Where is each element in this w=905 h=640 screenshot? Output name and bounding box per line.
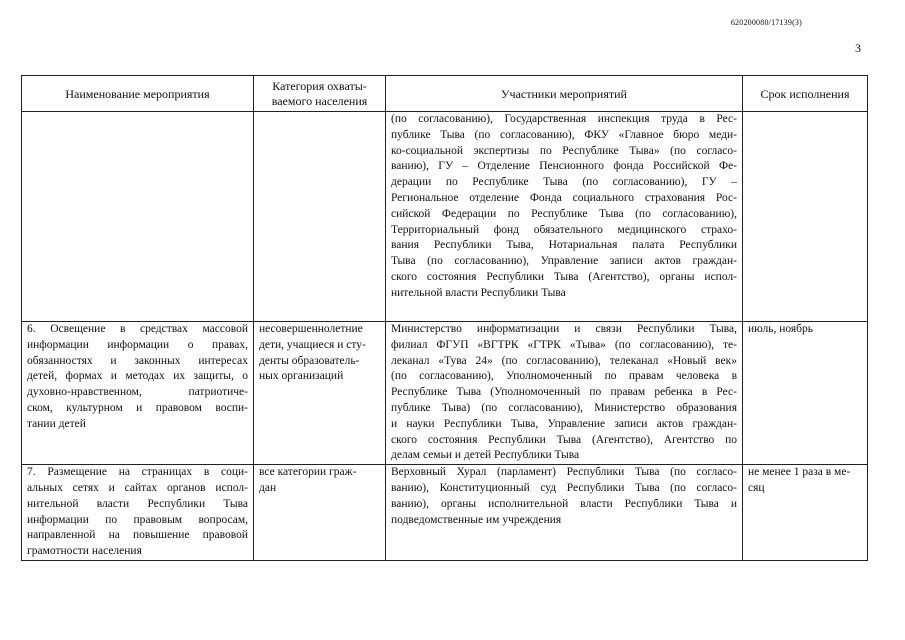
- text-line: (по согласованию), Уполномоченный по правам человека в: [391, 370, 737, 383]
- text-line: (по согласованию), Государственная инспекция труда в Рес-: [391, 113, 737, 125]
- text-line: нительной власти Республики Тыва: [27, 497, 248, 510]
- text-line: Республике Тыва (Уполномоченный по правам ребенка в Рес-: [391, 386, 737, 399]
- text-line: ных организаций: [259, 370, 344, 383]
- text-line: сийской Федерации по Республике Тыва (по согласованию),: [391, 207, 737, 220]
- text-line: 7. Размещение на страницах в соци-: [27, 466, 248, 479]
- col-header-participants: Участники мероприятий: [386, 76, 743, 112]
- text-line: и науки Республики Тыва, Управление записи актов граждан-: [391, 417, 737, 430]
- cell-participants: [386, 322, 743, 465]
- text-line: не менее 1 раза в ме-: [748, 466, 851, 479]
- text-line: грамотности населения: [27, 545, 142, 558]
- cell-category: [254, 322, 386, 465]
- text-line: информации по правовым вопросам,: [27, 513, 248, 526]
- text-line: информации информации о правах,: [27, 338, 248, 351]
- text-line: все категории граж-: [259, 466, 357, 479]
- cell-event: [22, 465, 254, 561]
- text-line: обязанностях и законных интересах: [27, 354, 248, 367]
- text-line: дан: [259, 481, 277, 494]
- cell-participants: [386, 465, 743, 561]
- text-line: духовно-нравственном, патриотиче-: [27, 386, 248, 399]
- text-line: дети, учащиеся и сту-: [259, 338, 366, 351]
- text-line: дерации по Республике Тыва (по согласованию), ГУ –: [391, 176, 737, 189]
- col-header-event: Наименование мероприятия: [22, 76, 254, 112]
- text-line: филиал ФГУП «ВГТРК «ГТРК «Тыва» (по согласованию), те-: [391, 338, 737, 351]
- text-line: ко-социальной экспертизы по Республике Тыва» (по согласо-: [391, 144, 737, 157]
- text-line: публике Тыва) (по согласованию), Министерство образования: [391, 401, 737, 414]
- events-table: [21, 75, 868, 561]
- text-line: Территориальный фонд обязательного медицинского страхо-: [391, 223, 737, 236]
- text-line: подведомственные им учреждения: [391, 513, 562, 526]
- text-line: альных сетях и сайтах органов испол-: [27, 481, 248, 494]
- cell-event: [22, 322, 254, 465]
- text-line: нительной власти Республики Тыва: [391, 286, 566, 299]
- cell-deadline: [743, 112, 868, 322]
- text-line: Верховный Хурал (парламент) Республики Тыва (по согласо-: [391, 466, 737, 479]
- cell-deadline: [743, 322, 868, 465]
- text-line: ванию), Конституционный суд Республики Тыва (по согласо-: [391, 481, 737, 494]
- cell-event: [22, 112, 254, 322]
- text-line: направленной на повышение правовой: [27, 529, 248, 542]
- page-number: 3: [855, 41, 861, 55]
- text-line: денты образователь-: [259, 354, 360, 367]
- text-line: ского состояния Республики Тыва (Агентство), Агентство по: [391, 433, 737, 446]
- text-line: тании детей: [27, 417, 86, 430]
- text-line: несовершеннолетние: [259, 323, 363, 335]
- cell-category: [254, 465, 386, 561]
- table-row-7: [22, 465, 868, 561]
- document-code: 620200080/17139(3): [730, 18, 802, 27]
- text-line: детей, формах и методах их защиты, о: [27, 370, 248, 383]
- text-line: Министерство информатизации и связи Республики Тыва,: [391, 323, 737, 335]
- text-line: Региональное отделение Фонда социального страхования Рос-: [391, 191, 737, 204]
- cell-deadline: [743, 465, 868, 561]
- table-row-6: [22, 322, 868, 465]
- text-line: вания Республики Тыва, Нотариальная палата Республики: [391, 239, 737, 252]
- col-header-category: Категория охваты-ваемого населения: [254, 76, 386, 112]
- cell-category: [254, 112, 386, 322]
- text-line: 6. Освещение в средствах массовой: [27, 323, 248, 335]
- text-line: ванию), органы исполнительной власти Республики Тыва и: [391, 497, 737, 510]
- text-line: июль, ноябрь: [748, 323, 814, 335]
- text-line: делам семьи и детей Республики Тыва: [391, 449, 580, 462]
- text-line: сяц: [748, 481, 765, 494]
- text-line: ском, культурном и правовом воспи-: [27, 401, 248, 414]
- col-header-deadline: Срок исполнения: [743, 76, 868, 112]
- text-line: публике Тыва (по согласованию), ФКУ «Главное бюро меди-: [391, 128, 737, 141]
- text-line: Тыва (по согласованию), Управление записи актов граждан-: [391, 255, 737, 268]
- cell-participants: [386, 112, 743, 322]
- table-row-continuation: [22, 112, 868, 322]
- text-line: леканал «Тува 24» (по согласованию), телеканал «Новый век»: [391, 354, 737, 367]
- text-line: ского состояния Республики Тыва (Агентство), органы испол-: [391, 270, 737, 283]
- text-line: ванию), ГУ – Отделение Пенсионного фонда Российской Фе-: [391, 160, 737, 173]
- table-header-row: [22, 76, 868, 112]
